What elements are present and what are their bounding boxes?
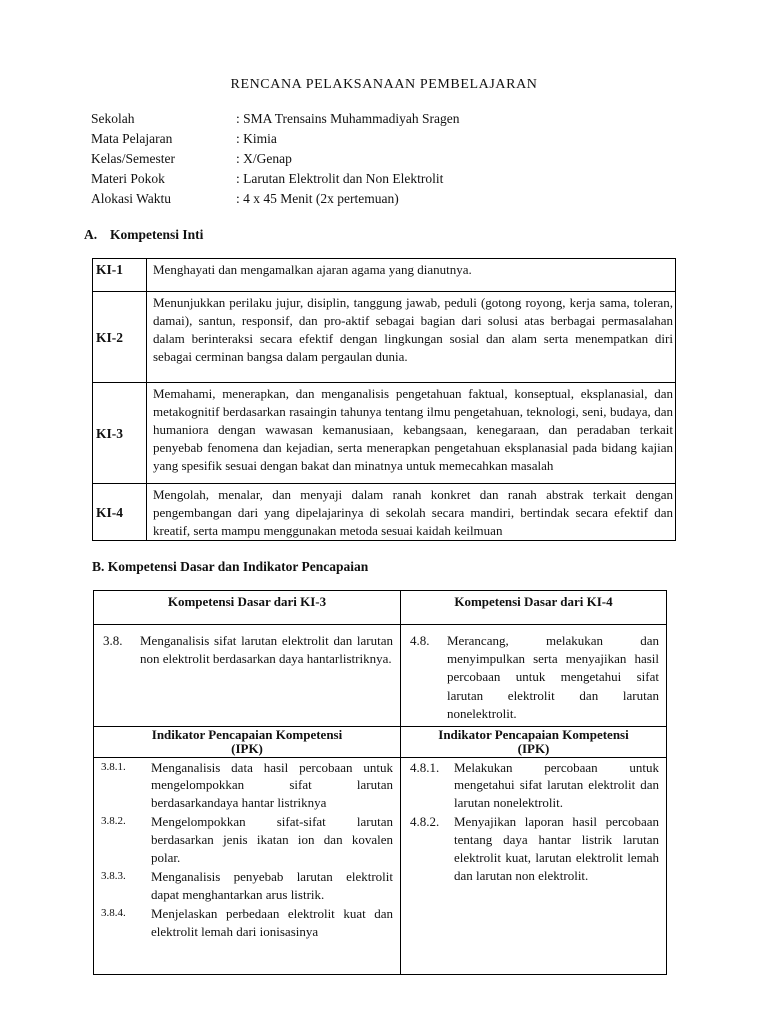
ki-description: Memahami, menerapkan, dan menganalisis pengetahuan faktual, konseptual, eksplanasial, dan metakognitif berdasarkan rasaingin tahunya tentang ilmu pengetahuan, teknologi, seni, budaya, dan humaniora dengan wawasan kemanusiaan, kebangsaan, kenegaraan, dan peradaban terkait penyebab fenomena dan kejadian, serta menerapkan pengetahuan eksplanasial pada bidang kajian yang spesifik sesuai dengan bakat dan minatnya untuk memecahkan masalah [147, 383, 676, 484]
info-row [91, 190, 460, 210]
ipk-header-subtitle: (IPK) [231, 741, 263, 757]
ipk-left-cell [94, 757, 401, 974]
kompetensi-inti-table [92, 258, 676, 541]
section-a-number: A. [84, 227, 98, 242]
ipk-header-row [94, 726, 667, 757]
ki-row [93, 292, 676, 383]
kd-header-right: Kompetensi Dasar dari KI-4 [401, 591, 667, 625]
kd-right-cell [401, 625, 667, 727]
ipk-header-right [401, 726, 667, 757]
info-value: : X/Genap [236, 151, 292, 166]
kd-right-number: 4.8. [410, 633, 430, 648]
ipk-content-row [94, 757, 667, 974]
info-label: Sekolah [91, 111, 135, 126]
ki-row [93, 383, 676, 484]
kd-header-left: Kompetensi Dasar dari KI-3 [94, 591, 401, 625]
ipk-number: 3.8.1. [101, 760, 126, 773]
info-value: : 4 x 45 Menit (2x pertemuan) [236, 191, 399, 206]
info-value: : Larutan Elektrolit dan Non Elektrolit [236, 171, 444, 186]
identity-table [91, 110, 460, 210]
ipk-header-title: Indikator Pencapaian Kompetensi [438, 726, 629, 742]
info-value: : Kimia [236, 131, 277, 146]
ipk-text: Menganalisis penyebab larutan elektrolit dapat menghantarkan arus listrik. [151, 869, 393, 903]
ipk-text: Menjelaskan perbedaan elektrolit kuat dan elektrolit lemah dari ionisasinya [151, 906, 393, 939]
ipk-number: 3.8.3. [101, 870, 126, 883]
ipk-text: Menganalisis data hasil percobaan untuk mengelompokkan sifat larutan berdasarkandaya hantar listriknya [151, 759, 393, 811]
info-row [91, 110, 460, 130]
kd-left-text: Menganalisis sifat larutan elektrolit dan larutan non elektrolit berdasarkan daya hantarlistriknya. [140, 633, 393, 667]
kompetensi-dasar-table [93, 590, 667, 975]
ipk-number: 3.8.2. [101, 815, 126, 828]
ipk-text: Mengelompokkan sifat-sifat larutan berdasarkan jenis ikatan ion dan kovalen polar. [151, 814, 393, 866]
ipk-left-list [95, 759, 399, 941]
ipk-right-list [402, 759, 665, 886]
ipk-item [95, 868, 399, 904]
ki-description: Menghayati dan mengamalkan ajaran agama yang dianutnya. [147, 259, 676, 292]
ipk-header-subtitle: (IPK) [517, 741, 550, 757]
ki-code: KI-4 [93, 484, 147, 541]
kd-left-cell [94, 625, 401, 727]
ipk-item [95, 813, 399, 867]
info-label: Alokasi Waktu [91, 191, 172, 206]
page-title: RENCANA PELAKSANAAN PEMBELAJARAN [230, 77, 538, 92]
ipk-item [95, 759, 399, 813]
info-row [91, 130, 460, 150]
ipk-number: 4.8.2. [410, 814, 440, 830]
ipk-item [95, 905, 399, 941]
ipk-number: 3.8.4. [101, 907, 126, 920]
info-label: Materi Pokok [91, 171, 165, 186]
kd-header-row [94, 591, 667, 625]
section-a-title: Kompetensi Inti [110, 227, 204, 242]
info-row [91, 170, 460, 190]
ki-code: KI-1 [93, 259, 147, 292]
ki-row [93, 259, 676, 292]
ki-code: KI-2 [93, 292, 147, 383]
ki-code: KI-3 [93, 383, 147, 484]
ki-row [93, 484, 676, 541]
info-label: Mata Pelajaran [91, 131, 173, 146]
kd-content-row [94, 625, 667, 727]
ipk-number: 4.8.1. [410, 759, 440, 775]
ipk-text: Menyajikan laporan hasil percobaan tentang daya hantar listrik larutan elektrolit kuat, larutan elektrolit lemah dan larutan non elektrolit. [454, 814, 659, 884]
info-label: Kelas/Semester [91, 151, 175, 166]
kd-left-number: 3.8. [103, 633, 123, 648]
ki-description: Menunjukkan perilaku jujur, disiplin, tanggung jawab, peduli (gotong royong, kerja sama, toleran, damai), santun, responsif, dan pro-aktif sebagai bagian dari solusi atas berbagai permasalahan dalam berinteraksi secara efektif dengan lingkungan sosial dan alam serta menempatkan diri sebagai cerminan bangsa dalam pergaulan dunia. [147, 292, 676, 383]
ipk-right-cell [401, 757, 667, 974]
info-row [91, 150, 460, 170]
ipk-header-title: Indikator Pencapaian Kompetensi [151, 726, 343, 742]
kd-right-text: Merancang, melakukan dan menyimpulkan serta menyajikan hasil percobaan untuk mengetahui sifat larutan elektrolit dan larutan nonelektrolit. [447, 633, 659, 721]
ipk-item [402, 759, 665, 813]
info-value: : SMA Trensains Muhammadiyah Sragen [236, 111, 460, 126]
section-a-heading [84, 226, 203, 244]
section-b-heading: B. Kompetensi Dasar dan Indikator Pencapaian [92, 559, 369, 574]
ipk-header-left [94, 726, 401, 757]
ipk-item [402, 813, 665, 885]
ki-description: Mengolah, menalar, dan menyaji dalam ranah konkret dan ranah abstrak terkait dengan pengembangan dari yang dipelajarinya di sekolah secara mandiri, bertindak secara efektif dan kreatif, serta mampu menggunakan metoda sesuai kaidah keilmuan [147, 484, 676, 541]
ipk-text: Melakukan percobaan untuk mengetahui sifat larutan elektrolit dan larutan nonelektrolit. [454, 759, 659, 811]
